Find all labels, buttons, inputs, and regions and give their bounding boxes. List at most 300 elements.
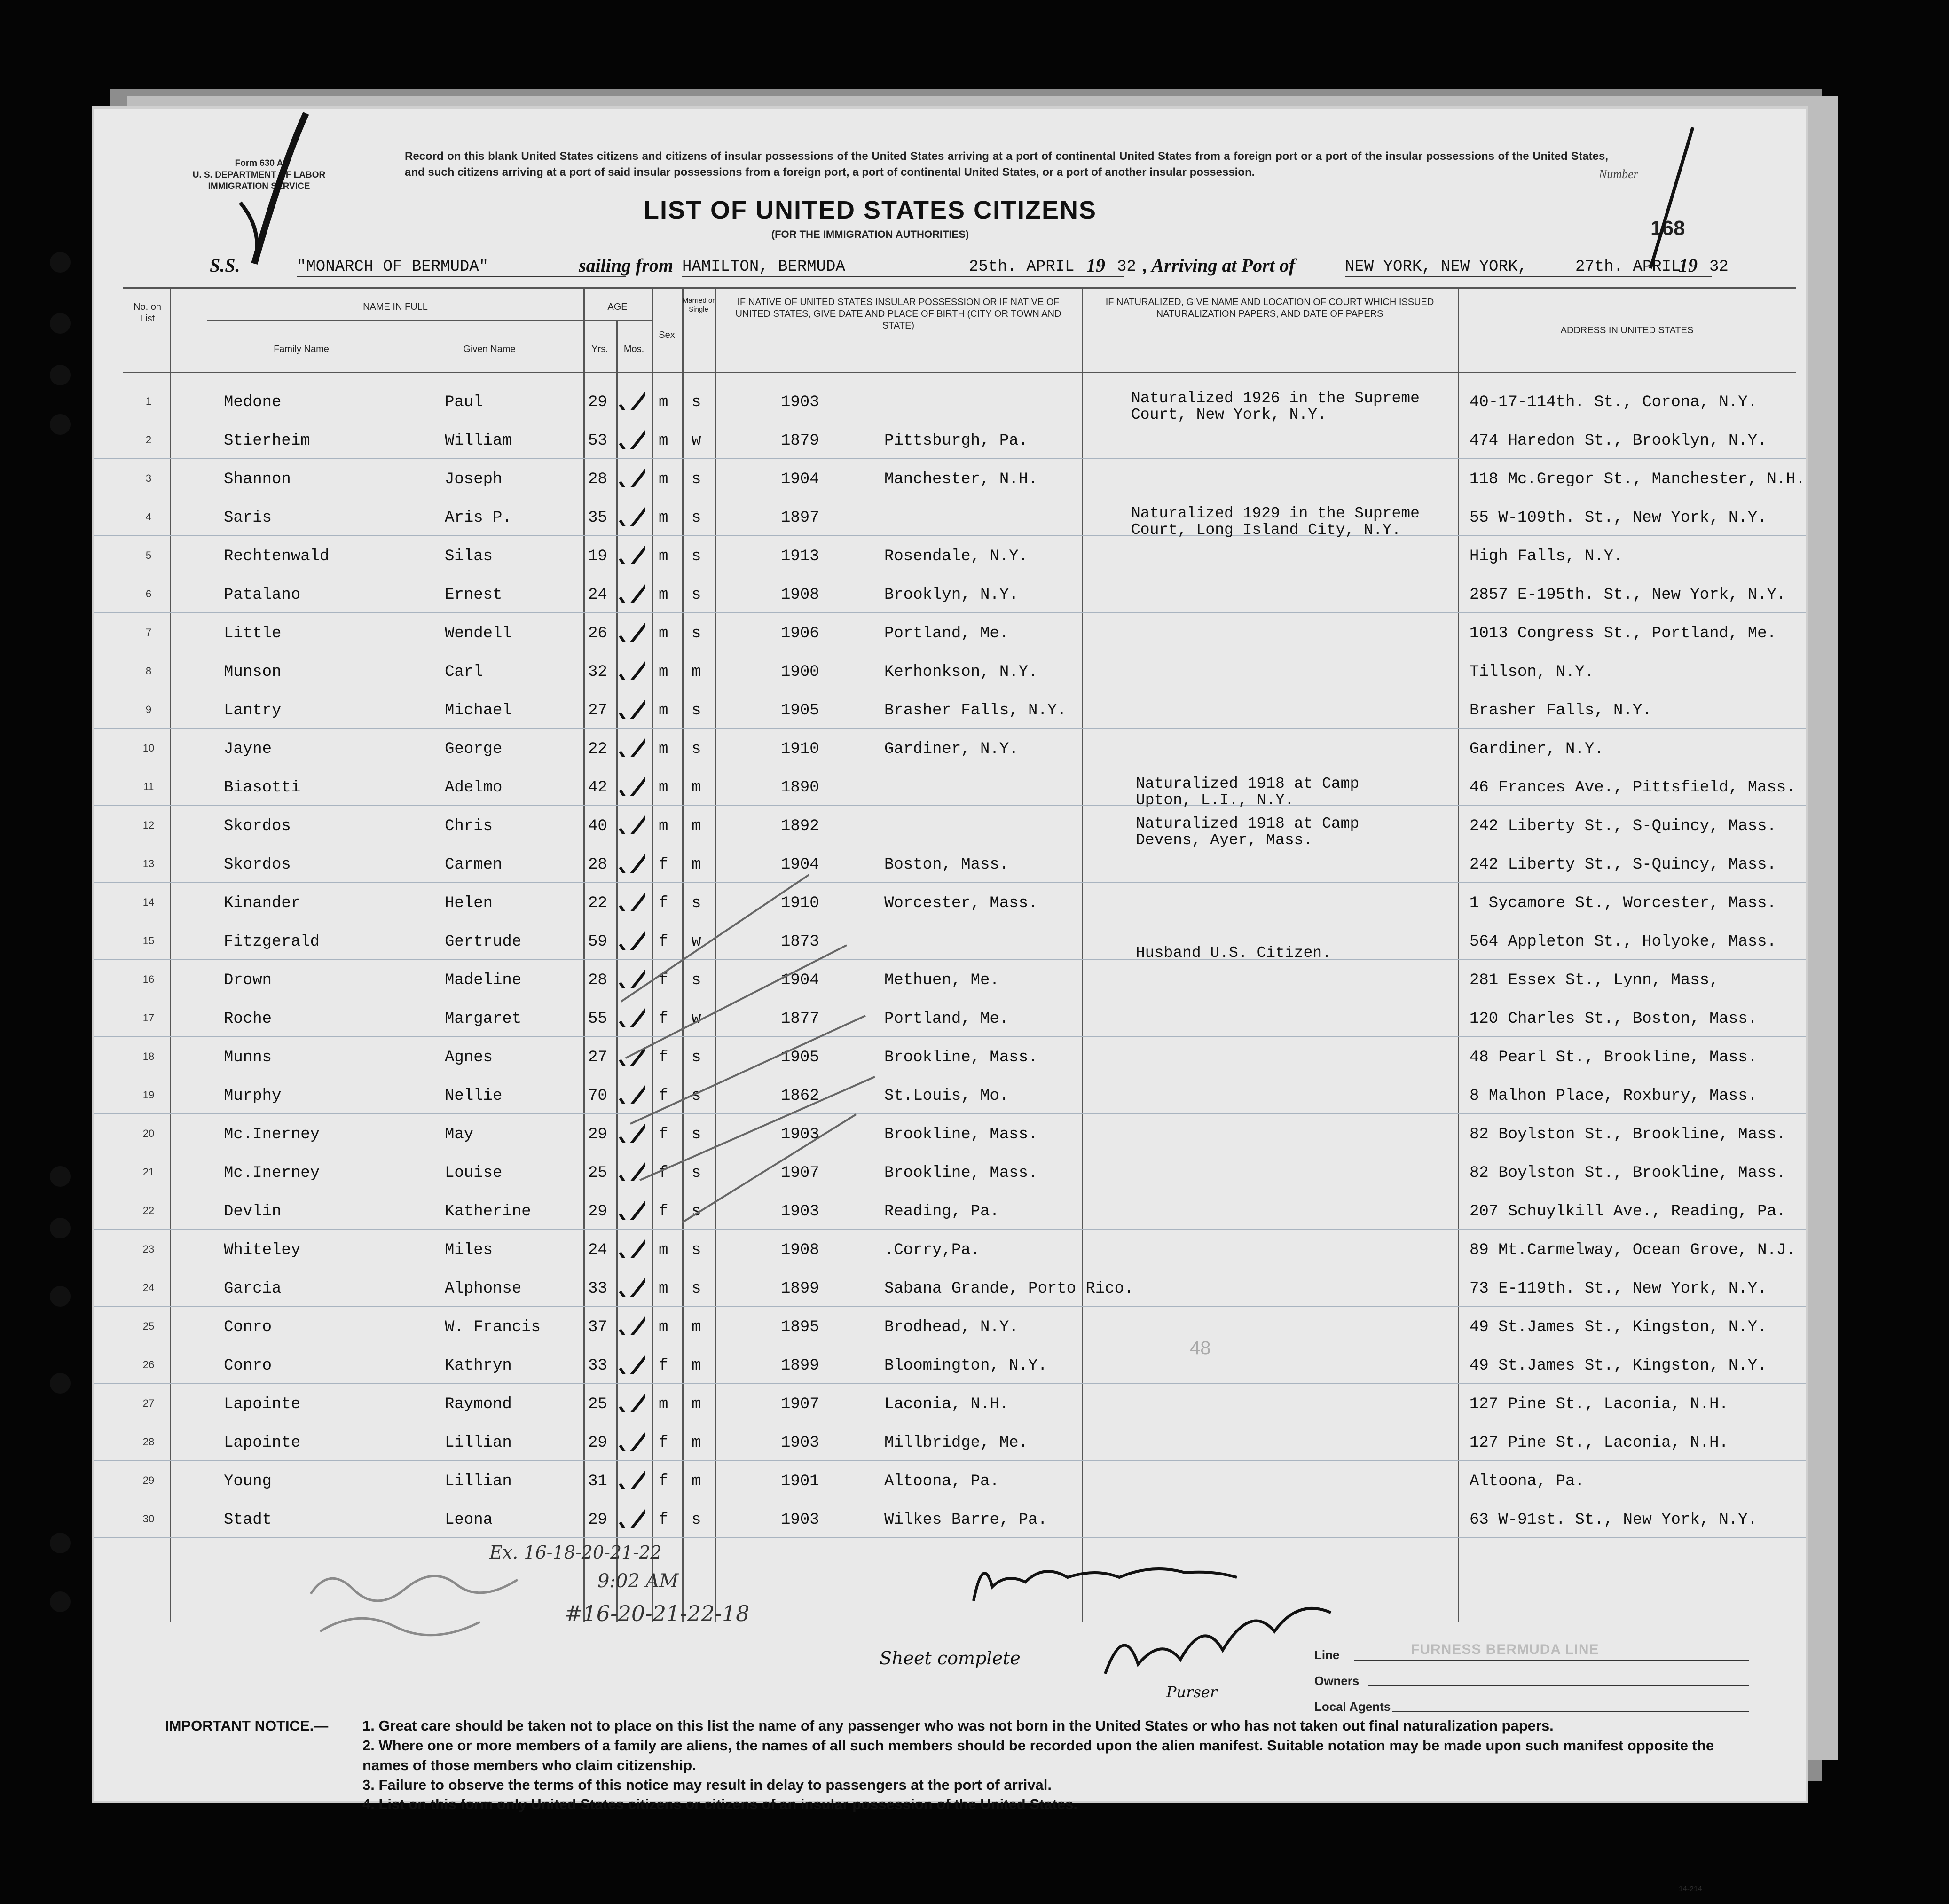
notice-item: 4. List on this form only United States citizens or citizens of an insular possession of the United States. [362,1796,1077,1813]
marital-status: s [692,1241,701,1259]
given-name: Madeline [445,972,522,989]
birth-year: 1910 [781,740,819,758]
table-row [94,1345,1806,1384]
marital-status: s [692,740,701,758]
sex: m [659,1318,668,1336]
marital-status: m [692,1357,701,1375]
given-name: Wendell [445,625,512,643]
handwritten-ex: Ex. 16-18-20-21-22 [489,1542,662,1563]
row-number: 13 [142,858,155,870]
nat-line: Court, New York, N.Y. [1131,406,1327,423]
given-name: Paul [445,393,483,411]
row-number: 3 [145,472,152,484]
list-number: 168 [1650,217,1685,240]
age-years: 22 [588,740,607,758]
us-address: Altoona, Pa. [1470,1473,1585,1490]
sex: f [659,1357,668,1375]
given-name: Aris P. [445,509,512,527]
table-row [94,998,1806,1037]
age-years: 31 [588,1473,607,1490]
table-header-rule [123,372,1796,373]
family-name: Garcia [224,1280,282,1298]
row-number: 2 [145,434,152,446]
col-header-yrs: Yrs. [591,344,608,354]
us-address: 46 Frances Ave., Pittsfield, Mass. [1470,779,1796,797]
us-address: 73 E-119th. St., New York, N.Y. [1470,1280,1767,1298]
col-header-family: Family Name [274,344,329,354]
given-name: Adelmo [445,779,503,797]
row-number: 19 [142,1089,155,1101]
sex: f [659,1010,668,1028]
important-notice [165,1716,1763,1813]
birth-year: 1903 [781,1126,819,1144]
form-service: IMMIGRATION SERVICE [208,181,310,192]
table-row [94,574,1806,613]
birth-place: Pittsburgh, Pa. [884,432,1029,450]
ship-name: "MONARCH OF BERMUDA" [297,258,626,277]
col-header-given: Given Name [463,344,516,354]
birth-place: Bloomington, N.Y. [884,1357,1047,1375]
age-years: 24 [588,1241,607,1259]
row-number: 25 [142,1320,155,1332]
row-number: 22 [142,1205,155,1216]
handwritten-ref: #16-20-21-22-18 [565,1601,750,1626]
table-row [94,1383,1806,1422]
table-row [94,690,1806,729]
us-address: 474 Haredon St., Brooklyn, N.Y. [1470,432,1767,450]
family-name: Fitzgerald [224,933,320,951]
table-row [94,921,1806,960]
marital-status: m [692,1434,701,1452]
family-name: Jayne [224,740,272,758]
age-years: 19 [588,548,607,565]
family-name: Mc.Inerney [224,1126,320,1144]
us-address: 89 Mt.Carmelway, Ocean Grove, N.J. [1470,1241,1796,1259]
marital-status: m [692,663,701,681]
us-address: 63 W-91st. St., New York, N.Y. [1470,1511,1758,1529]
sex: f [659,856,668,874]
line-underline [1354,1660,1749,1661]
row-number: 28 [142,1436,155,1448]
check-mark-icon [617,768,645,796]
marital-status: s [692,894,701,912]
check-mark-icon [617,459,645,487]
table-row [94,381,1806,420]
given-name: Lillian [445,1473,512,1490]
given-name: Katherine [445,1203,531,1221]
row-number: 24 [142,1282,155,1293]
row-number: 23 [142,1243,155,1255]
birth-year: 1908 [781,586,819,604]
sex: f [659,894,668,912]
sex: f [659,1473,668,1490]
family-name: Lapointe [224,1395,301,1413]
age-years: 70 [588,1087,607,1105]
check-mark-icon [617,652,645,680]
col-header-naturalized: IF NATURALIZED, GIVE NAME AND LOCATION OF COURT WHICH ISSUED NATURALIZATION PAPERS, AND DATE OF PAPERS [1105,297,1434,319]
birth-year: 1890 [781,779,819,797]
table-row [94,959,1806,998]
form-department: U. S. DEPARTMENT OF LABOR [192,170,326,180]
arrive-year: 32 [1709,258,1729,276]
agents-label: Local Agents [1314,1700,1391,1714]
family-name: Stadt [224,1511,272,1529]
given-name: Raymond [445,1395,512,1413]
age-years: 28 [588,470,607,488]
birth-year: 1913 [781,548,819,565]
owners-underline [1368,1685,1749,1686]
row-number: 6 [145,588,152,600]
family-name: Lapointe [224,1434,301,1452]
naturalization-note-15 [1136,945,1331,962]
age-years: 32 [588,663,607,681]
birth-year: 1905 [781,1049,819,1066]
notice-item: 1. Great care should be taken not to place on this list the name of any passenger who was not born in the United States or who has not taken out final naturalization papers. [362,1717,1554,1734]
given-name: Gertrude [445,933,522,951]
us-address: 118 Mc.Gregor St., Manchester, N.H. [1470,470,1806,488]
notice-item: 2. Where one or more members of a family are aliens, the names of all such members should be recorded upon the alien manifest. Suitable notation may be made upon such manifest opposite the names of those members who claim citizenship. [362,1737,1714,1773]
family-name: Saris [224,509,272,527]
marital-status: s [692,548,701,565]
age-years: 25 [588,1164,607,1182]
age-years: 29 [588,1511,607,1529]
check-mark-icon [617,421,645,449]
birth-year: 1895 [781,1318,819,1336]
family-name: Skordos [224,856,291,874]
binder-hole [50,1218,71,1238]
given-name: Silas [445,548,493,565]
marital-status: w [692,1010,701,1028]
naturalization-note-4 [1131,506,1420,538]
arrive-year-prefix: 19 [1679,255,1698,276]
us-address: 8 Malhon Place, Roxbury, Mass. [1470,1087,1758,1105]
row-number: 29 [142,1474,155,1486]
marital-status: s [692,1280,701,1298]
table-row [94,612,1806,651]
col-header-birth: IF NATIVE OF UNITED STATES INSULAR POSSESSION OR IF NATIVE OF UNITED STATES, GIVE DATE AND PLACE OF BIRTH (CITY OR TOWN AND STATE) [735,297,1061,331]
binder-hole [50,252,71,273]
ss-label: S.S. [210,255,240,276]
birth-year: 1892 [781,817,819,835]
table-row [94,1191,1806,1230]
naturalization-note-1 [1131,391,1420,423]
age-years: 22 [588,894,607,912]
marital-status: s [692,1164,701,1182]
row-number: 30 [142,1513,155,1525]
birth-place: Millbridge, Me. [884,1434,1029,1452]
row-number: 11 [143,781,154,792]
name-header-rule [207,320,652,321]
us-address: 1 Sycamore St., Worcester, Mass. [1470,894,1776,912]
arriving-label: , Arriving at Port of [1143,255,1296,276]
birth-place: .Corry,Pa. [884,1241,981,1259]
birth-year: 1879 [781,432,819,450]
family-name: Whiteley [224,1241,301,1259]
row-number: 7 [145,627,152,638]
given-name: Margaret [445,1010,522,1028]
birth-place: Brasher Falls, N.Y. [884,702,1067,720]
nat-line: Naturalized 1929 in the Supreme [1131,505,1420,522]
us-address: 1013 Congress St., Portland, Me. [1470,625,1776,643]
sex: m [659,1395,668,1413]
col-header-sex: Sex [659,330,675,340]
age-years: 35 [588,509,607,527]
family-name: Stierheim [224,432,310,450]
birth-year: 1908 [781,1241,819,1259]
page-subtitle: (FOR THE IMMIGRATION AUTHORITIES) [771,228,969,240]
us-address: 120 Charles St., Boston, Mass. [1470,1010,1758,1028]
sail-year: 32 [1117,258,1136,276]
inspector-signature [301,1556,546,1650]
birth-place: Reading, Pa. [884,1203,999,1221]
check-mark-icon [617,1346,645,1374]
sail-year-prefix: 19 [1086,255,1105,276]
table-row [94,1460,1806,1499]
marital-status: m [692,1473,701,1490]
line-label: Line [1314,1648,1340,1662]
sex: m [659,393,668,411]
us-address: 82 Boylston St., Brookline, Mass. [1470,1126,1786,1144]
us-address: High Falls, N.Y. [1470,548,1623,565]
given-name: Miles [445,1241,493,1259]
sex: f [659,1434,668,1452]
naturalization-note-12 [1136,816,1359,848]
family-name: Roche [224,1010,272,1028]
form-code: 14-214 [1679,1885,1702,1893]
arrive-date: 27th. APRIL [1575,258,1712,277]
check-mark-icon [617,1307,645,1335]
family-name: Munson [224,663,282,681]
number-label: Number [1599,167,1638,181]
age-years: 28 [588,972,607,989]
us-address: 242 Liberty St., S-Quincy, Mass. [1470,856,1776,874]
marital-status: s [692,1203,701,1221]
us-address: 40-17-114th. St., Corona, N.Y. [1470,393,1758,411]
birth-year: 1897 [781,509,819,527]
birth-place: Brodhead, N.Y. [884,1318,1019,1336]
marital-status: m [692,856,701,874]
sex: m [659,1241,668,1259]
row-number: 20 [142,1128,155,1139]
us-address: 55 W-109th. St., New York, N.Y. [1470,509,1767,527]
page-title: LIST OF UNITED STATES CITIZENS [644,196,1097,224]
row-number: 1 [145,395,152,407]
age-years: 59 [588,933,607,951]
nat-line: Naturalized 1918 at Camp [1136,815,1360,832]
table-row [94,1113,1806,1152]
marital-status: w [692,933,701,951]
col-header-name: NAME IN FULL [363,302,428,312]
handwritten-sheet-complete: Sheet complete [880,1648,1021,1669]
row-number: 5 [145,549,152,561]
purser-label: Purser [1166,1683,1218,1701]
sex: f [659,1049,668,1066]
binder-hole [50,1533,71,1553]
us-address: 2857 E-195th. St., New York, N.Y. [1470,586,1786,604]
sex: m [659,625,668,643]
marital-status: m [692,817,701,835]
us-address: Gardiner, N.Y. [1470,740,1604,758]
family-name: Shannon [224,470,291,488]
birth-year: 1873 [781,933,819,951]
nat-line: Naturalized 1926 in the Supreme [1131,390,1420,407]
table-row [94,1036,1806,1075]
table-row [94,1499,1806,1538]
birth-year: 1901 [781,1473,819,1490]
row-number: 14 [142,896,155,908]
sex: m [659,470,668,488]
given-name: Alphonse [445,1280,522,1298]
row-number: 10 [142,742,155,754]
age-years: 40 [588,817,607,835]
row-number: 8 [145,665,152,677]
sex: f [659,1126,668,1144]
sex: f [659,972,668,989]
handwritten-time: 9:02 AM [597,1570,679,1592]
us-address: 207 Schuylkill Ave., Reading, Pa. [1470,1203,1786,1221]
row-number: 27 [142,1397,155,1409]
family-name: Conro [224,1318,272,1336]
age-years: 29 [588,1203,607,1221]
nat-line: Devens, Ayer, Mass. [1136,831,1313,849]
table-row [94,458,1806,497]
sex: m [659,702,668,720]
age-years: 27 [588,1049,607,1066]
check-mark-icon [617,498,645,526]
birth-place: Methuen, Me. [884,972,999,989]
marital-status: s [692,586,701,604]
marital-status: s [692,1049,701,1066]
us-address: 49 St.James St., Kingston, N.Y. [1470,1318,1767,1336]
age-years: 26 [588,625,607,643]
sex: m [659,817,668,835]
table-row [94,1152,1806,1191]
birth-year: 1904 [781,470,819,488]
marital-status: m [692,1395,701,1413]
table-row [94,497,1806,536]
table-row [94,728,1806,767]
given-name: May [445,1126,474,1144]
marital-status: m [692,779,701,797]
sex: m [659,548,668,565]
check-mark-icon [617,536,645,564]
marital-status: m [692,1318,701,1336]
age-years: 29 [588,1126,607,1144]
stray-number-mark: 48 [1190,1338,1211,1358]
sail-date: 25th. APRIL [969,258,1124,277]
marital-status: s [692,1511,701,1529]
purser-signature [1096,1594,1350,1688]
us-address: 49 St.James St., Kingston, N.Y. [1470,1357,1767,1375]
given-name: Helen [445,894,493,912]
us-address: Tillson, N.Y. [1470,663,1595,681]
table-row [94,651,1806,690]
marital-status: s [692,393,701,411]
family-name: Devlin [224,1203,282,1221]
intro-text: Record on this blank United States citizens and citizens of insular possessions of the United States arriving at a port of continental United States from a foreign port or a port of the insular possessions of the United States, and such citizens arriving at a port of said insular possessions from a foreign port, a port of continental United States, or a port of another insular possession. [405,150,1608,179]
table-row [94,535,1806,574]
table-row [94,844,1806,883]
nat-line: Court, Long Island City, N.Y. [1131,521,1401,539]
sex: m [659,663,668,681]
us-address: 127 Pine St., Laconia, N.H. [1470,1434,1729,1452]
sex: m [659,586,668,604]
family-name: Biasotti [224,779,301,797]
table-row [94,1422,1806,1461]
age-years: 28 [588,856,607,874]
birth-year: 1907 [781,1164,819,1182]
age-years: 29 [588,393,607,411]
marital-status: s [692,625,701,643]
us-address: 48 Pearl St., Brookline, Mass. [1470,1049,1758,1066]
sex: m [659,779,668,797]
naturalization-note-11 [1136,776,1359,808]
given-name: William [445,432,512,450]
given-name: Joseph [445,470,503,488]
us-address: Brasher Falls, N.Y. [1470,702,1652,720]
binder-hole [50,1591,71,1612]
col-header-no: No. on List [134,302,161,324]
sex: f [659,1164,668,1182]
family-name: Little [224,625,282,643]
birth-place: Manchester, N.H. [884,470,1038,488]
given-name: Kathryn [445,1357,512,1375]
birth-year: 1877 [781,1010,819,1028]
line-value: FURNESS BERMUDA LINE [1411,1642,1599,1657]
given-name: Carmen [445,856,503,874]
birth-year: 1900 [781,663,819,681]
binder-hole [50,1373,71,1394]
given-name: Michael [445,702,512,720]
sex: f [659,1511,668,1529]
form-number: Form 630 A [235,158,283,168]
nat-line: Naturalized 1918 at Camp [1136,775,1360,792]
marital-status: s [692,509,701,527]
row-number: 9 [145,704,152,715]
sex: m [659,509,668,527]
given-name: Ernest [445,586,503,604]
notice-item: 3. Failure to observe the terms of this notice may result in delay to passengers at the port of arrival. [362,1776,1052,1793]
family-name: Young [224,1473,272,1490]
table-row [94,882,1806,921]
birth-year: 1903 [781,393,819,411]
birth-place: Brooklyn, N.Y. [884,586,1019,604]
row-number: 26 [142,1359,155,1371]
binder-hole [50,1166,71,1187]
agents-underline [1392,1711,1749,1712]
col-header-married: Married or Single [682,297,715,313]
table-row [94,1075,1806,1114]
col-header-address: ADDRESS IN UNITED STATES [1560,325,1694,336]
family-name: Drown [224,972,272,989]
binder-hole [50,365,71,385]
manifest-sheet [92,106,1808,1893]
check-mark-icon [617,1461,645,1489]
family-name: Patalano [224,586,301,604]
age-years: 25 [588,1395,607,1413]
check-mark-icon [617,613,645,642]
given-name: Louise [445,1164,503,1182]
birth-place: Worcester, Mass. [884,894,1038,912]
col-header-mos: Mos. [623,344,644,354]
notice-body [362,1716,1763,1814]
given-name: Agnes [445,1049,493,1066]
row-number: 21 [142,1166,155,1178]
family-name: Mc.Inerney [224,1164,320,1182]
row-number: 15 [142,935,155,947]
birth-place: St.Louis, Mo. [884,1087,1009,1105]
birth-place: Altoona, Pa. [884,1473,999,1490]
